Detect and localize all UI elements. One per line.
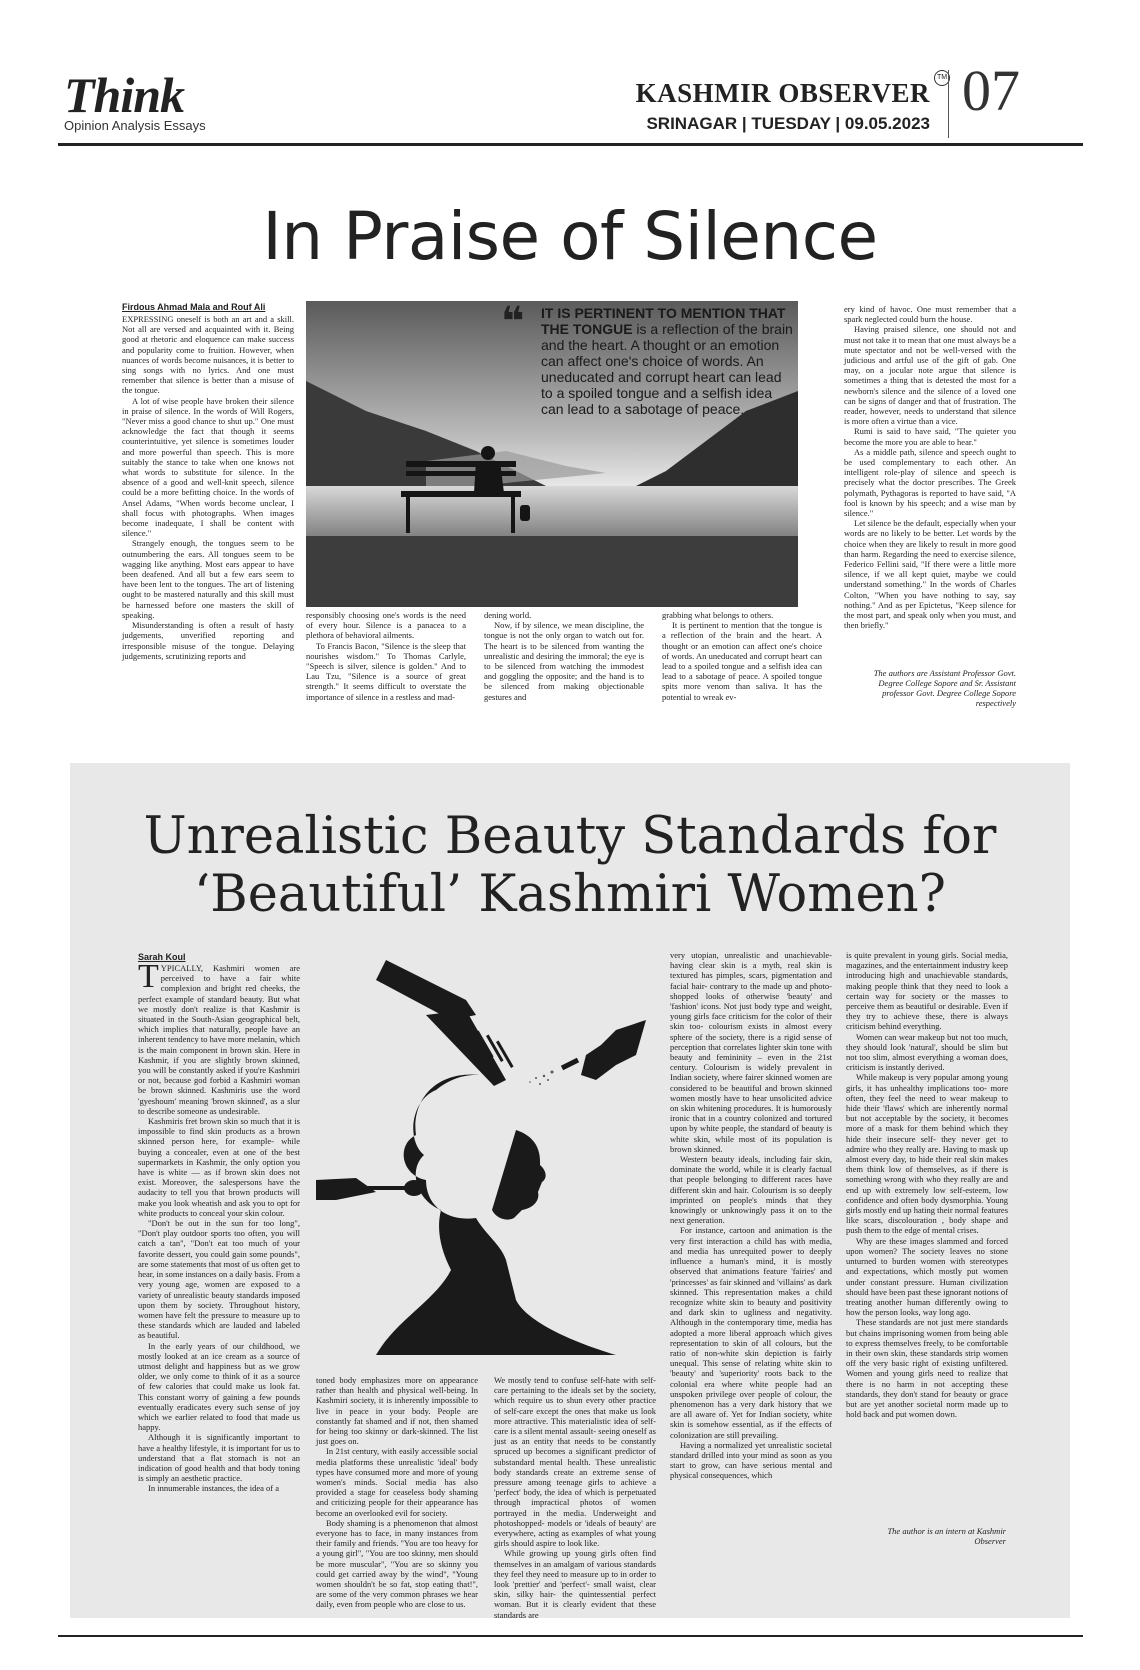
top-rule [58, 143, 1083, 146]
paragraph: In the early years of our childhood, we mostly looked at an ice cream as a source of utmost delight and happiness but as we grow older, we only come to think of it as a source of few calories that could make us look fat. This constant worry of gaining a few pounds eventually eradicates every such sense of joy which we earlier related to food that made us happy. [138, 1340, 300, 1433]
trademark-icon: TM [934, 70, 950, 86]
article2-column-1 [138, 958, 300, 1567]
paragraph: Having a normalized yet unrealistic societal standard drilled into your mind as soon as you start to grow, can have serious mental and physical consequences, which [670, 1439, 832, 1481]
bottom-rule [58, 1635, 1083, 1637]
paragraph: A lot of wise people have broken their silence in praise of silence. In the words of Will Rogers, "Never miss a good chance to shut up." One must acknowledge the fact that though it seems counterintuitive, yet silence is sometimes louder and more powerful than speech. This is more suitably the stance to take when one knows not what words to substitute for silence. In the absence of a good and well-knit speech, silence could be a more befitting choice. In the words of Ansel Adams, "When words become unclear, I shall focus with photographs. When images become inadequate, I shall be content with silence." [122, 395, 294, 539]
paragraph [138, 958, 300, 1116]
paragraph: We mostly tend to confuse self-hate with self-care pertaining to the ideals set by the society, which require us to shun every other practice of self-care except the ones that make us look more attractive. This materialistic idea of self-care is a silent mental assault- seeing oneself as just as an entity that needs to be constantly spruced up becomes a significant predictor of substandard mental health. These unrealistic body standards create an extreme sense of pressure among teenage girls to achieve a 'perfect' body, the idea of which is perpetuated through impractical photos of women portrayed in the media. Underweight and photoshopped- models or 'ideals of beauty' are everywhere, acting as examples of what young girls should aspire to look like. [494, 1375, 656, 1549]
paragraph: "Don't be out in the sun for too long", "Don't play outdoor sports too often, you will catch a tan", "Don't eat too much of your favorite dessert, you could gain some pounds", are some statements that most of us often get to hear, in some instances on a daily basis. From a very young age, women are exposed to a variety of unrealistic beauty standards imposed upon them by society. Throughout history, women have felt the pressure to measure up to these standards which are lauded and labeled as beautiful. [138, 1218, 300, 1341]
article2-author-credit: The author is an intern at Kashmir Observer [887, 1526, 1006, 1546]
quote-mark-icon: ❝ [501, 299, 525, 345]
beauty-silhouette-graphic [316, 960, 656, 1355]
paragraph: While growing up young girls often find themselves in an amalgam of various standards they feel they need to measure up to in order to look 'prettier' and 'perfect'- small waist, clear skin, silky hair- the quintessential perfect woman. But it is clearly evident that these standards are [494, 1548, 656, 1620]
dateline: SRINAGAR | TUESDAY | 09.05.2023 [646, 114, 930, 133]
salon-silhouette-illustration [316, 960, 656, 1355]
article1-column-4 [662, 610, 822, 720]
article2-byline: Sarah Koul [138, 952, 186, 962]
paragraph: Why are these images slammed and forced upon women? The society leaves no stone unturned to burden women with stereotypes and expectations, which mostly put women under constant pressure. Human civilization should have been past these ignorant notions of treating another human differently owing to how the person looks, way long ago. [846, 1235, 1008, 1318]
article1-author-credit: The authors are Assistant Professor Govt. Degree College Sopore and Sr. Assistant professor Govt. Degree College Sopore respectively [873, 668, 1016, 708]
pullquote-lead: IT IS PERTINENT TO MENTION THAT THE TONGUE [541, 305, 786, 337]
paragraph: Kashmiris fret brown skin so much that it is impossible to find skin products as a brown skinned person here, for example- while buying a concealer, even at one of the best supermarkets in Kashmir, the only option you have is white — as if brown skin does not exist. Moreover, the salespersons have the audacity to tell you that brown products will make you look wheatish and ask you to opt for white products to conceal your skin colour. [138, 1116, 300, 1218]
page-number: 07 [962, 58, 1020, 123]
paragraph: In innumerable instances, the idea of a [148, 1483, 279, 1494]
paragraph: ery kind of havoc. One must remember that a spark neglected could burn the house. [844, 304, 1016, 325]
paragraph: Now, if by silence, we mean discipline, the tongue is not the only organ to watch out for. The heart is to be silenced from wanting the unrealistic and desiring the immoral; the eye is to be silenced from watching the immodest and goggling the opposite; and the hand is to be silenced from making objectionable gestures and [484, 620, 644, 702]
article2-column-3 [494, 1375, 656, 1620]
paragraph: toned body emphasizes more on appearance rather than health and physical well-being. In Kashmiri society, it is inherently impossible to live in peace in your body. People are constantly fat shamed and if not, then shamed for being too skinny or dark-skinned. The list just goes on. [316, 1375, 478, 1447]
paragraph: To Francis Bacon, "Silence is the sleep that nourishes wisdom." To Thomas Carlyle, "Speech is silver, silence is golden." And to Lau Tzu, "Silence is a source of great strength." It seems difficult to overstate the importance of silence in a restless and mad- [306, 640, 466, 702]
paragraph: These standards are not just mere standards but chains imprisoning women from being able to express themselves freely, to be comfortable in their own skin, these standards strip women off the very basic right of existing unfiltered. Women and young girls need to realize that there is no harm in not accepting these standards, they don't stand for beauty or grace but are yet another societal norm made up to hold back and put women down. [846, 1317, 1008, 1420]
paragraph: As a middle path, silence and speech ought to be used complementary to each other. An intelligent role-play of silence and speech is precisely what the doctor prescribes. The Greek polymath, Pythagoras is reported to have said, "A fool is known by his speech; and a wise man by silence." [844, 446, 1016, 519]
pullquote-body: is a reflection of the brain and the heart. A thought or an emotion can affect one's choice of words. An uneducated and corrupt heart can lead to a spoiled tongue and a selfish idea can lead to a sabotage of peace. [541, 321, 793, 417]
masthead-divider [948, 70, 949, 138]
paragraph: For instance, cartoon and animation is the very first interaction a child has with media, and media has unrequited power to deeply influence a human's mind, it is mostly observed that animations feature 'fairies' and 'princesses' as fair skinned and 'villains' as dark skinned. This representation makes a child recognize white skin to beauty and positivity and dark skin to ugliness and negativity. Although in the contemporary time, media has adopted a more liberal approach which gives representation to skin of all colours, but the ratio of non-white skin depiction is fairly unequal. This sense of relating white skin to 'beauty' and 'superiority' roots back to the colonial era where white people had an unspoken privilege over people of colour, the phenomenon has a very dark history that we are all aware of. Yet for Indian society, white skin is somehow essential, as if the effects of colonization are still prevailing. [670, 1225, 832, 1440]
section-title: Think [64, 67, 185, 123]
paragraph: Body shaming is a phenomenon that almost everyone has to face, in many instances from their family and friends. "You are too heavy for a young girl", "You are too skinny, men should be more muscular", "You are so skinny you could get carried away by the wind", "Young women shouldn't be so fat, stop eating that!", are some of the very common phrases we hear daily, even from people who are close to us. [316, 1517, 478, 1610]
paragraph: dening world. [484, 610, 532, 620]
article1-column-2 [306, 610, 466, 720]
pullquote [501, 299, 793, 417]
headline-line-1: Unrealistic Beauty Standards for [143, 807, 997, 866]
paragraph: Western beauty ideals, including fair skin, dominate the world, while it is clearly factual that people belonging to different races have different skin and hair. Colourism is so deeply imprinted on people's minds that they knowingly or unknowingly pass it on to the next generation. [670, 1154, 832, 1226]
article1-column-3 [484, 610, 644, 720]
paragraph: Misunderstanding is often a result of hasty judgements, unverified reporting and irresponsible misuse of the tongue. Delaying judgements, scrutinizing reports and [122, 620, 294, 661]
paragraph: grabbing what belongs to others. [662, 610, 774, 620]
article1-column-5 [844, 304, 1016, 665]
bench-silhouette-photo [306, 301, 798, 607]
paragraph: Women can wear makeup but not too much, they should look 'natural', should be slim but not too slim, almost everything a woman does, criticism is instantly derived. [846, 1031, 1008, 1073]
article1-column-1 [122, 314, 294, 720]
paragraph: It is pertinent to mention that the tongue is a reflection of the brain and the heart. A thought or an emotion can affect one's choice of words. An uneducated and corrupt heart can lead to a spoiled tongue and a selfish idea can lead to a sabotage of peace. A spoiled tongue spits more venom than saliva. It has the potential to wreak ev- [662, 620, 822, 702]
paragraph: Although it is significantly important to have a healthy lifestyle, it is important for us to understand that a flat stomach is not an indication of good health and that body toning is simply an aesthetic practice. [138, 1432, 300, 1484]
article2-headline [70, 808, 1070, 924]
paragraph: Let silence be the default, especially when your words are no likely to be better. Let words by the choice when they are likely to result in more good than harm. Regarding the need to exercise silence, Federico Fellini said, "If there were a little more silence, if we all kept quiet, maybe we could understand something." In the words of Charles Colton, "When you have nothing to say, say nothing." And as per Epictetus, "Keep silence for the most part, and speak only when you must, and then briefly." [844, 518, 1016, 631]
paragraph: In 21st century, with easily accessible social media platforms these unrealistic 'ideal' body types have consumed more and more of young women's minds. Social media has also provided a stage for ceaseless body shaming and criticizing people for their appearance has become an overlooked evil for society. [316, 1446, 478, 1518]
paragraph: Having praised silence, one should not and must not take it to mean that one must always be a mute spectator and not be well-versed with the judicious and artful use of the gift of gab. One may, on a jocular note argue that silence is sometimes a thing that is detested the most for a newborn's silence and the silence of a loved one can be signs of danger and that of frustration. The reader, however, needs to understand that silence is more often a virtue than a vice. [844, 324, 1016, 427]
headline-line-2: ‘Beautiful’ Kashmiri Women? [194, 865, 946, 924]
drop-cap: T [138, 958, 159, 995]
pullquote-text [511, 305, 793, 417]
paragraph: Rumi is said to have said, "The quieter you become the more you are able to hear." [844, 426, 1016, 447]
paragraph: EXPRESSING oneself is both an art and a skill. Not all are versed and acquainted with it. Being good at rhetoric and eloquence can make success and popularity come to fruition. However, when nuances of words become nuisances, it is better to sing songs with no lyrics. And one must remember that silence is better than a misuse of the tongue. [122, 314, 294, 396]
publication-name: KASHMIR OBSERVER [635, 78, 930, 108]
article2-column-5 [846, 950, 1008, 1520]
paragraph: While makeup is very popular among young girls, it has unhealthy implications too- more often, they feel the need to wear makeup to hide their 'flaws' which are inherently normal but not acceptable by the society, it becomes more of a mask for them behind which they hide their insecure self- they never get to admire who they really are. Having to mask up almost every day, to hide their real skin makes them think low of themselves, as if there is something wrong with who they really are and end up with extremely low self-esteem, low confidence and often body dysmorphia. Young girls mostly end up hating their normal features like scars, discolouration , body shape and push them to the edge of mental crises. [846, 1072, 1008, 1236]
paragraph: responsibly choosing one's words is the need of every hour. Silence is a panacea to a plethora of behavioral ailments. [306, 610, 466, 641]
section-subtitle: Opinion Analysis Essays [64, 118, 206, 133]
article2-column-4 [670, 950, 832, 1567]
article1-byline: Firdous Ahmad Mala and Rouf Ali [122, 302, 266, 312]
paragraph: Strangely enough, the tongues seem to be outnumbering the ears. All tongues seem to be wagging like anything. Most ears appear to have been deafened. And all but a few ears seem to have been lent to the tongues. The art of listening ought to be mastered naturally and this skill must be harnessed before one masters the skill of speaking. [122, 538, 294, 620]
paragraph: is quite prevalent in young girls. Social media, magazines, and the entertainment industry keep introducing high and unachievable standards, making people think that they need to look a certain way for society or the masses to perceive them as beautiful or desirable. Even if they try to achieve these, there is always criticism behind everything. [846, 950, 1008, 1032]
paragraph: very utopian, unrealistic and unachievable- having clear skin is a myth, real skin is textured has pimples, scars, pigmentation and facial hair- contrary to the made up and photo-shopped looks of otherwise 'beauty' and 'fashion' icons. Not just body type and weight, young girls face criticism for the color of their skin too- colourism exists in almost every sphere of the society, there is a rigid sense of perception that correlates lighter skin tone with beauty and femininity – even in the 21st century. Colourism is widely prevalent in Indian society, where fairer skinned women are considered to be beautiful and brown skinned women mostly have to hear unsolicited advice on skin whitening procedures. It is humorously ironic that in a country colonized and tortured upon by white people, the standard of beauty is white skin, while most of its population is brown skinned. [670, 950, 832, 1154]
article2-column-2 [316, 1375, 478, 1610]
article1-headline: In Praise of Silence [262, 198, 878, 275]
paragraph-text: YPICALLY, Kashmiri women are perceived to have a fair white complexion and bright red cheeks, the perfect example of standard beauty. But what we mostly don't realize is that Kashmir is situated in the South-Asian geographical belt, which implies that naturally, people have an inherent tendency to have more melanin, which is the main component in brown skin. Here in Kashmir, if you are slightly brown skinned, you will be constantly asked if you're Kashmiri or not, because god forbid a Kashmiri woman be brown skinned. Kashmiris use the word 'gyeshoum' meaning 'brown skinned', as a slur to describe someone as undesirable. [138, 963, 300, 1116]
